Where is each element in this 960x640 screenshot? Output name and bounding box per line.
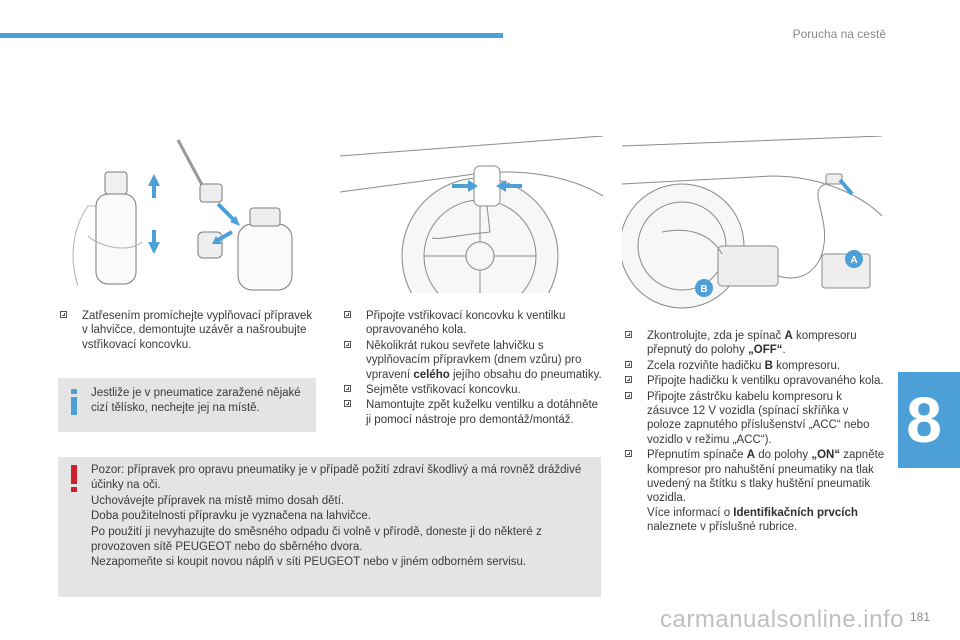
step-emphasis: B xyxy=(764,359,773,372)
more-info-text: Více informací o xyxy=(647,506,734,519)
checkbox-bullet-icon xyxy=(344,341,351,348)
instructions-column-2 xyxy=(342,309,604,428)
step-text: kompresoru. xyxy=(772,359,841,372)
step-text: kompresoru přepnutý do polohy xyxy=(647,330,857,357)
info-icon xyxy=(71,389,77,415)
info-text: Jestliže je v pneumatice zaražené nějaké cizí tělísko, nechejte jej na místě. xyxy=(91,387,301,414)
compressor-illustration xyxy=(622,136,882,311)
warning-text xyxy=(91,463,591,571)
chapter-tab xyxy=(898,372,960,468)
instruction-step xyxy=(623,329,885,358)
step-text: Připojte vstřikovací koncovku k ventilku opravovaného kola. xyxy=(366,310,566,337)
warning-line: Doba použitelnosti přípravku je vyznačena na lahvičce. xyxy=(91,510,371,523)
warning-box xyxy=(58,457,601,597)
checkbox-bullet-icon xyxy=(60,311,67,318)
instruction-step xyxy=(623,374,885,388)
warning-line: Po použití ji nevyhazujte do směsného odpadu či volně v přírodě, doneste ji do některé z provozoven sítě PEUGEOT nebo do sběrného dvora. xyxy=(91,525,542,554)
warning-icon xyxy=(71,465,77,493)
step-text: jejího obsahu do pneumatiky. xyxy=(449,368,602,381)
page-number: 181 xyxy=(909,610,930,624)
step-text: zapněte kompresor pro nahuštění pneumatiky na tlak uvedený na štítku s tlaky huštění pneumatik vozidla. xyxy=(647,449,885,505)
step-text: . xyxy=(782,344,786,357)
step-text: Sejměte vstřikovací koncovku. xyxy=(366,384,521,397)
step-text: Zkontrolujte, zda je spínač xyxy=(647,330,785,342)
step-text: Připojte hadičku k ventilku opravovaného kola. xyxy=(647,375,884,388)
step-emphasis: A xyxy=(746,449,756,462)
checkbox-bullet-icon xyxy=(344,400,351,407)
checkbox-bullet-icon xyxy=(625,376,632,383)
warning-line: Nezapomeňte si koupit novou náplň v síti PEUGEOT nebo v jiném odborném servisu. xyxy=(91,556,527,569)
checkbox-bullet-icon xyxy=(344,385,351,392)
warning-line: Pozor: přípravek pro opravu pneumatiky je v případě požití zdraví škodlivý a má rovněž dráždivé účinky na oči. xyxy=(91,464,582,492)
checkbox-bullet-icon xyxy=(625,361,632,368)
label-a-marker: A xyxy=(850,255,858,266)
watermark: carmanualsonline.info xyxy=(660,606,904,633)
step-text: Připojte zástrčku kabelu kompresoru k zásuvce 12 V vozidla (spínací skříňka v poloze zapnutého příslušenství „ACC“ nebo vozidlo v režimu „ACC“). xyxy=(647,390,870,446)
label-b-marker: B xyxy=(700,284,708,295)
more-info-text: naleznete v příslušné rubrice. xyxy=(647,521,798,534)
step-text: Zcela rozviňte hadičku xyxy=(647,359,765,372)
checkbox-bullet-icon xyxy=(625,331,632,338)
step-emphasis: A xyxy=(784,330,793,342)
step-text: Přepnutím spínače xyxy=(647,449,747,462)
instruction-step xyxy=(342,383,604,397)
instruction-step xyxy=(623,390,885,448)
checkbox-bullet-icon xyxy=(625,392,632,399)
instruction-step xyxy=(623,359,885,373)
section-title: Porucha na cestě xyxy=(792,27,886,41)
info-box xyxy=(58,378,316,432)
warning-line: Uchovávejte přípravek na místě mimo dosah dětí. xyxy=(91,494,345,507)
checkbox-bullet-icon xyxy=(625,450,632,457)
step-text: do polohy xyxy=(755,449,812,462)
header-accent-bar xyxy=(0,33,503,38)
checkbox-bullet-icon xyxy=(344,311,351,318)
instructions-column-1 xyxy=(58,309,320,353)
instruction-step xyxy=(623,448,885,534)
step-text: Zatřesením promíchejte vyplňovací přípravek v lahvičce, demontujte uzávěr a našroubujte vstřikovací koncovku. xyxy=(82,310,313,351)
step-text: Několikrát rukou sevřete lahvičku s vyplňovacím přípravkem (dnem vzůru) pro vpravení xyxy=(366,339,582,381)
step-emphasis: celého xyxy=(413,368,450,381)
step-emphasis: „ON“ xyxy=(811,449,841,462)
step-text: Namontujte zpět kuželku ventilku a dotáhněte ji pomocí nástroje pro demontáž/montáž. xyxy=(366,399,599,426)
chapter-number: 8 xyxy=(906,384,942,456)
instruction-step xyxy=(342,398,604,427)
step-emphasis: „OFF“ xyxy=(748,344,783,357)
instruction-step xyxy=(342,309,604,338)
more-info-emphasis: Identifikačních prvcích xyxy=(733,506,858,519)
sealant-bottle-illustration xyxy=(58,136,312,293)
wheel-valve-illustration xyxy=(340,136,603,293)
instruction-step xyxy=(342,339,604,382)
instruction-step xyxy=(58,309,320,352)
instructions-column-3 xyxy=(623,329,885,536)
